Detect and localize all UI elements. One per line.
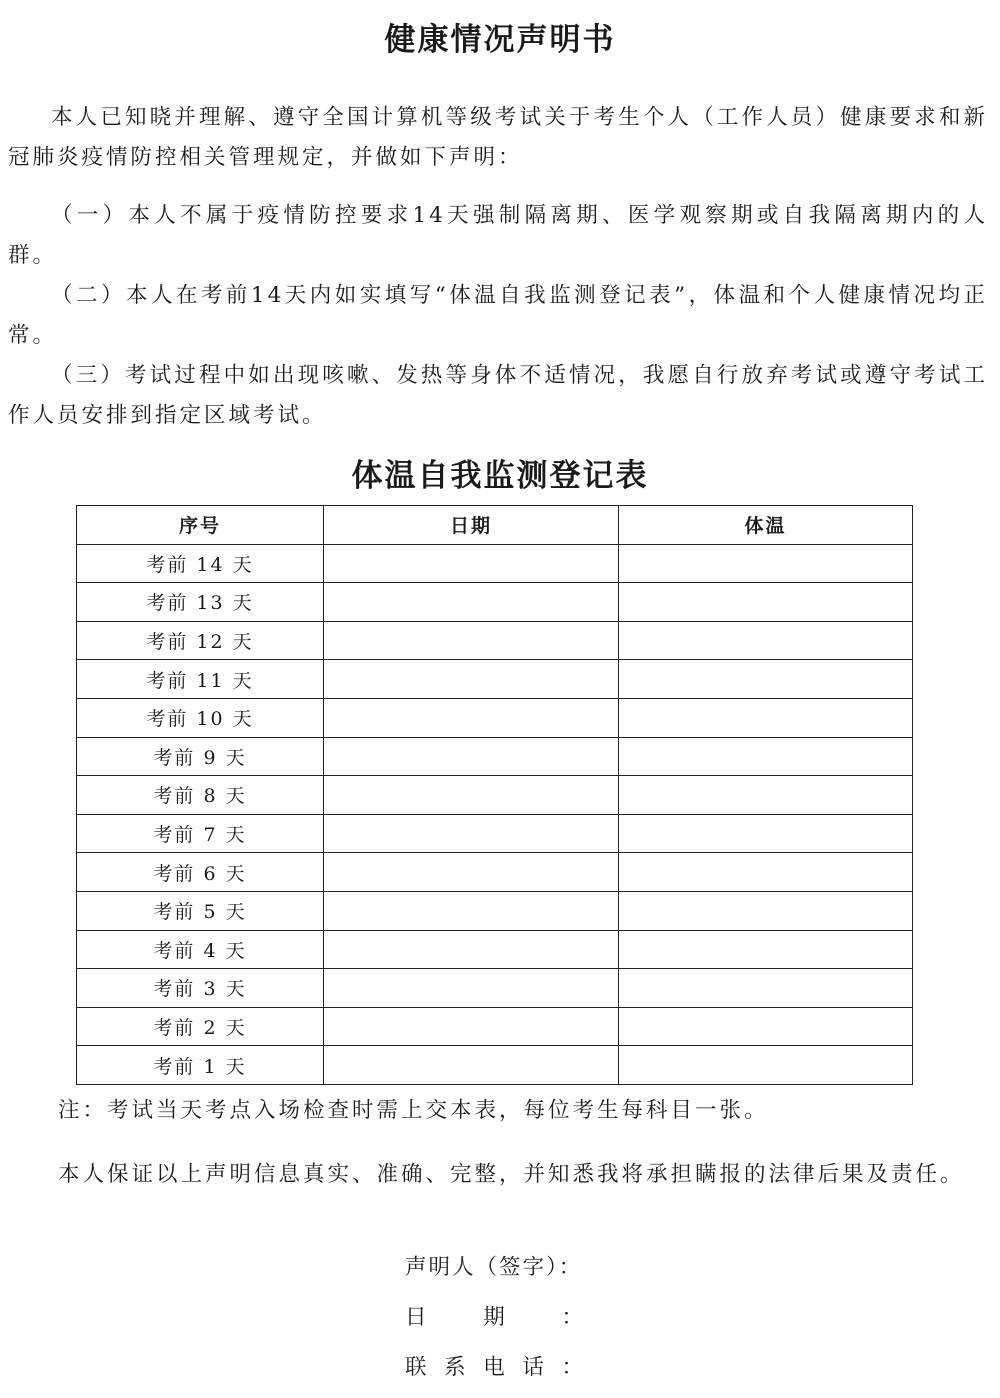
temp-cell[interactable] <box>619 1046 913 1085</box>
seq-cell: 考前 5 天 <box>77 891 324 930</box>
temperature-log-table <box>76 505 913 1085</box>
table-row <box>77 737 913 776</box>
declaration-intro: 本人已知晓并理解、遵守全国计算机等级考试关于考生个人（工作人员）健康要求和新冠肺炎疫情防控相关管理规定，并做如下声明： <box>8 105 988 170</box>
temp-cell[interactable] <box>619 737 913 776</box>
table-row <box>77 698 913 737</box>
seq-cell: 考前 1 天 <box>77 1046 324 1085</box>
guarantee-statement: 本人保证以上声明信息真实、准确、完整，并知悉我将承担瞒报的法律后果及责任。 <box>58 1162 965 1187</box>
table-row <box>77 660 913 699</box>
date-cell[interactable] <box>324 776 619 815</box>
declaration-item-1: （一）本人不属于疫情防控要求14天强制隔离期、医学观察期或自我隔离期内的人群。 <box>8 203 988 268</box>
seq-cell: 考前 10 天 <box>77 698 324 737</box>
table-note: 注：考试当天考点入场检查时需上交本表，每位考生每科目一张。 <box>58 1098 769 1123</box>
declaration-title: 健康情况声明书 <box>384 22 616 58</box>
seq-cell: 考前 8 天 <box>77 776 324 815</box>
seq-cell: 考前 14 天 <box>77 544 324 583</box>
seq-cell: 考前 4 天 <box>77 930 324 969</box>
declaration-item-2: （二）本人在考前14天内如实填写“体温自我监测登记表”，体温和个人健康情况均正常。 <box>8 283 988 348</box>
date-cell[interactable] <box>324 621 619 660</box>
phone-line <box>405 1350 583 1381</box>
temp-cell[interactable] <box>619 891 913 930</box>
table-row <box>77 814 913 853</box>
table-row <box>77 853 913 892</box>
header-date: 日期 <box>324 506 619 545</box>
declaration-item-3: （三）考试过程中如出现咳嗽、发热等身体不适情况，我愿自行放弃考试或遵守考试工作人员安排到指定区域考试。 <box>8 363 988 428</box>
seq-cell: 考前 2 天 <box>77 1007 324 1046</box>
date-cell[interactable] <box>324 969 619 1008</box>
temp-cell[interactable] <box>619 969 913 1008</box>
date-cell[interactable] <box>324 814 619 853</box>
temp-cell[interactable] <box>619 776 913 815</box>
date-cell[interactable] <box>324 737 619 776</box>
date-cell[interactable] <box>324 544 619 583</box>
header-temp: 体温 <box>619 506 913 545</box>
seq-cell: 考前 9 天 <box>77 737 324 776</box>
date-line <box>405 1300 583 1331</box>
date-cell[interactable] <box>324 930 619 969</box>
temp-cell[interactable] <box>619 1007 913 1046</box>
seq-cell: 考前 11 天 <box>77 660 324 699</box>
date-cell[interactable] <box>324 1046 619 1085</box>
declarant-signature-label: 声明人（签字）： <box>405 1255 583 1280</box>
phone-label: 联系电话： <box>405 1355 583 1380</box>
table-row <box>77 583 913 622</box>
date-label: 日期： <box>405 1305 583 1330</box>
date-cell[interactable] <box>324 853 619 892</box>
table-row <box>77 969 913 1008</box>
header-seq: 序号 <box>77 506 324 545</box>
seq-cell: 考前 13 天 <box>77 583 324 622</box>
table-row <box>77 1046 913 1085</box>
table-row <box>77 776 913 815</box>
temp-cell[interactable] <box>619 814 913 853</box>
table-row <box>77 930 913 969</box>
table-title: 体温自我监测登记表 <box>351 458 649 494</box>
seq-cell: 考前 7 天 <box>77 814 324 853</box>
table-header-row <box>77 506 913 545</box>
temp-cell[interactable] <box>619 544 913 583</box>
date-cell[interactable] <box>324 660 619 699</box>
table-row <box>77 1007 913 1046</box>
date-cell[interactable] <box>324 891 619 930</box>
date-cell[interactable] <box>324 1007 619 1046</box>
seq-cell: 考前 3 天 <box>77 969 324 1008</box>
table-row <box>77 544 913 583</box>
temp-cell[interactable] <box>619 853 913 892</box>
date-cell[interactable] <box>324 583 619 622</box>
seq-cell: 考前 6 天 <box>77 853 324 892</box>
temp-cell[interactable] <box>619 660 913 699</box>
table-row <box>77 891 913 930</box>
temp-cell[interactable] <box>619 583 913 622</box>
temp-cell[interactable] <box>619 621 913 660</box>
date-cell[interactable] <box>324 698 619 737</box>
table-row <box>77 621 913 660</box>
temp-cell[interactable] <box>619 698 913 737</box>
seq-cell: 考前 12 天 <box>77 621 324 660</box>
temp-cell[interactable] <box>619 930 913 969</box>
